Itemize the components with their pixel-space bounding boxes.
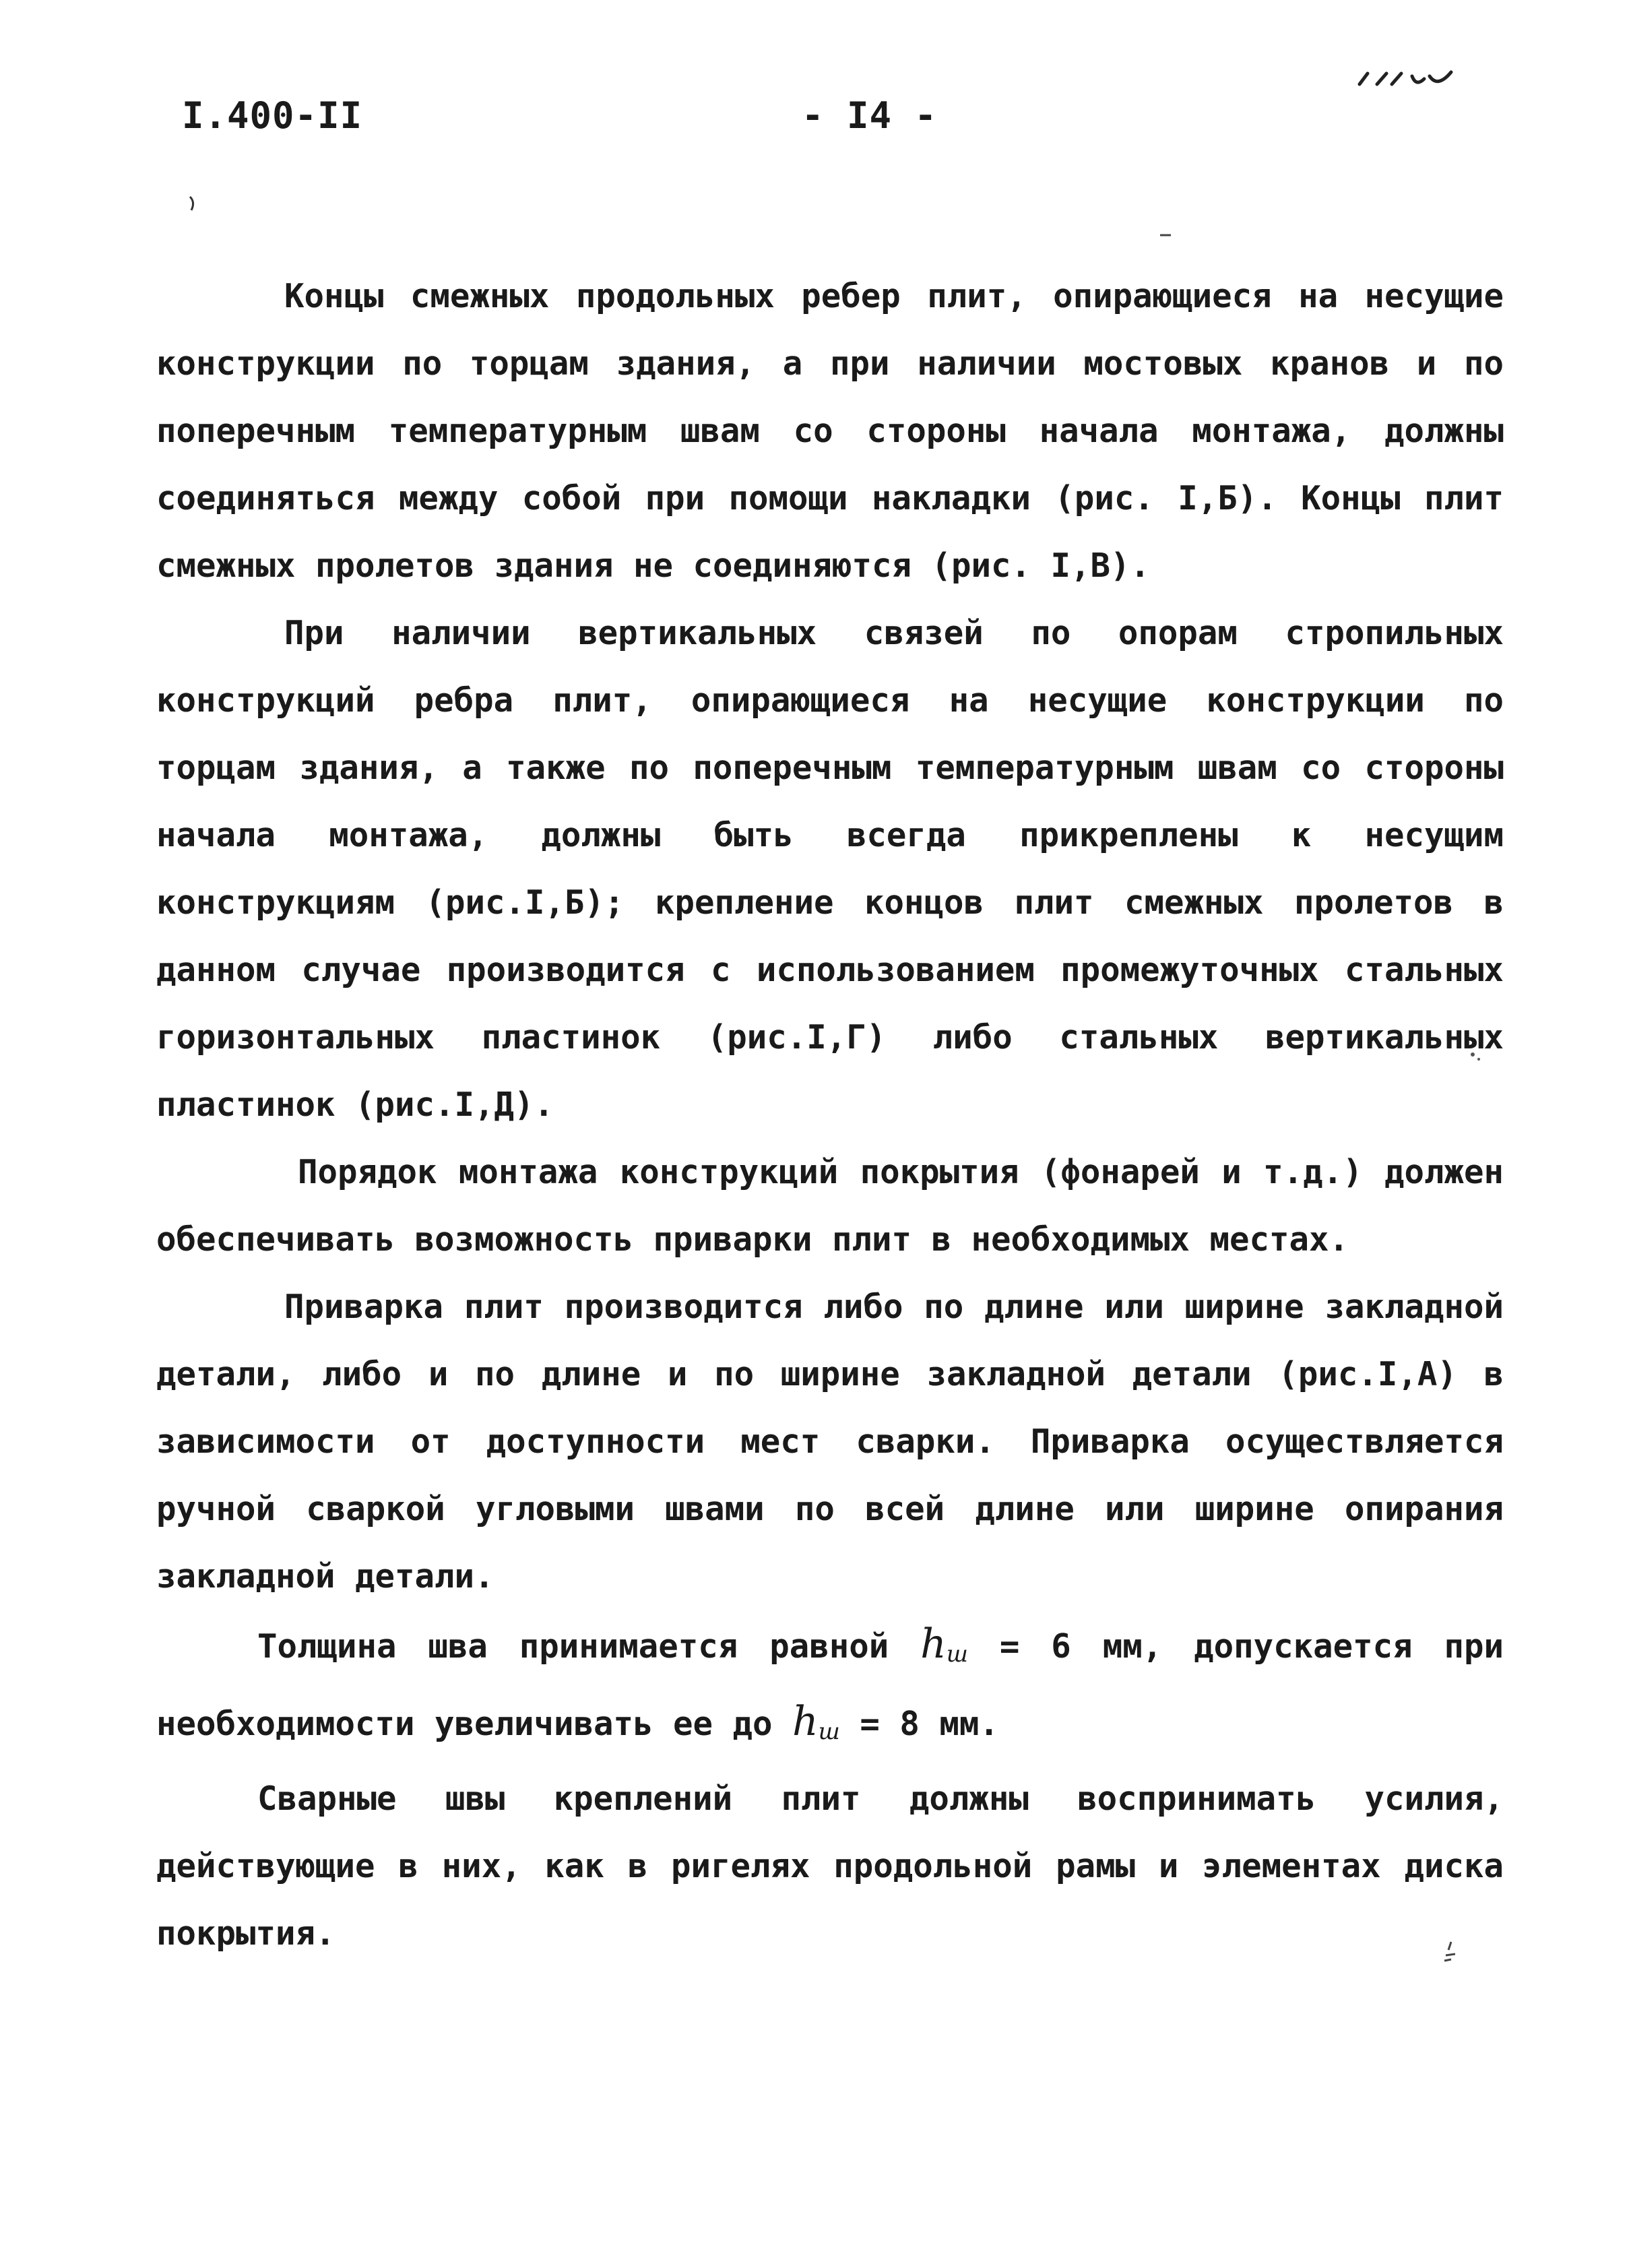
paragraph: При наличии вертикальных связей по опорам стропильных конструкций ребра плит, опирающиеся на несущие конструкции по торцам здания, а также по поперечным температурным швам со стороны начала монтажа, должны быть всегда прикреплены к несущим конструкциям (рис.I,Б); крепление концов плит смежных пролетов в данном случае производится с использованием промежуточных стальных горизонтальных пластинок (рис.I,Г) либо стальных вертикальных пластинок (рис.I,Д). — [156, 614, 1504, 1124]
page-number: - I4 - — [802, 94, 938, 137]
scan-speck — [187, 195, 198, 212]
paragraph: Концы смежных продольных ребер плит, опирающиеся на несущие конструкции по торцам здания, а при наличии мостовых кранов и по поперечным температурным швам со стороны начала монтажа, должны соединяться между собой при помощи накладки (рис. I,Б). Концы плит смежных пролетов здания не соединяются (рис. I,В). — [156, 277, 1504, 585]
text-run: = 6 мм, допускается при необходимости увеличивать ее до — [156, 1627, 1504, 1743]
paragraph: Порядок монтажа конструкций покрытия (фонарей и т.д.) должен обеспечивать возможность приварки плит в необходимых местах. — [156, 1153, 1504, 1259]
paragraph — [156, 1610, 1504, 1765]
weld-thickness-symbol: $h_ш$ — [920, 1620, 968, 1668]
text-run: Толщина шва принимается равной — [257, 1627, 921, 1666]
body-text — [156, 263, 1504, 1967]
handwritten-mark — [1354, 64, 1455, 91]
weld-thickness-symbol: $h_ш$ — [792, 1698, 840, 1745]
paragraph: Сварные швы креплений плит должны воспринимать усилия, действующие в них, как в ригелях продольной рамы и элементах диска покрытия. — [156, 1779, 1504, 1953]
text-run: = 8 мм. — [839, 1705, 999, 1743]
scan-speck — [1159, 232, 1172, 238]
paragraph: Приварка плит производится либо по длине или ширине закладной детали, либо и по длине и по ширине закладной детали (рис.I,А) в зависимости от доступности мест сварки. Приварка осуществляется ручной сваркой угловыми швами по всей длине или ширине опирания закладной детали. — [156, 1288, 1504, 1596]
document-code: I.400-II — [182, 94, 363, 137]
